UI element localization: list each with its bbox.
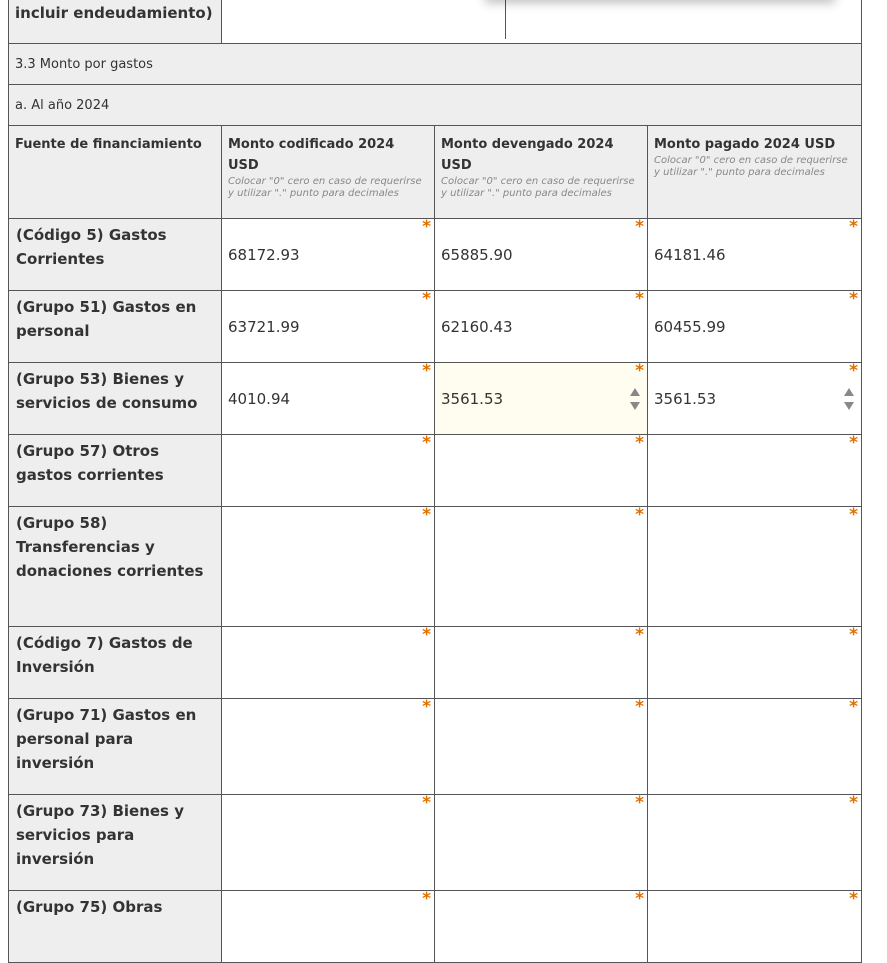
- header-fuente-title: Fuente de financiamiento: [15, 137, 202, 152]
- required-mark: *: [849, 217, 858, 237]
- header-codificado-hint: Colocar "0" cero en caso de requerirse y utilizar "." punto para decimales: [228, 176, 422, 199]
- required-mark: *: [849, 289, 858, 309]
- pagado-input[interactable]: [648, 699, 862, 795]
- required-mark: *: [635, 889, 644, 909]
- required-mark: *: [849, 889, 858, 909]
- codificado-input[interactable]: [222, 699, 435, 795]
- pagado-input[interactable]: [648, 435, 862, 507]
- header-pagado: [648, 126, 862, 219]
- required-mark: *: [422, 625, 431, 645]
- pagado-input[interactable]: [648, 507, 862, 627]
- required-mark: *: [849, 361, 858, 381]
- table-row: [9, 795, 862, 891]
- pagado-value: 64181.46: [654, 245, 726, 264]
- number-spinner[interactable]: [844, 388, 855, 410]
- spin-up-icon[interactable]: [630, 388, 640, 396]
- spin-up-icon[interactable]: [844, 388, 854, 396]
- required-mark: *: [635, 289, 644, 309]
- pagado-input[interactable]: [648, 363, 862, 435]
- pagado-input[interactable]: [648, 627, 862, 699]
- devengado-input[interactable]: [435, 507, 648, 627]
- header-codificado-title: Monto codificado 2024 USD: [228, 137, 395, 173]
- required-mark: *: [422, 889, 431, 909]
- codificado-value: 63721.99: [228, 317, 300, 336]
- header-pagado-hint: Colocar "0" cero en caso de requerirse y utilizar "." punto para decimales: [654, 155, 848, 178]
- devengado-input[interactable]: [435, 891, 648, 963]
- row-label: (Grupo 58) Transferencias y donaciones corrientes: [9, 507, 222, 627]
- row-label: (Grupo 75) Obras: [9, 891, 222, 963]
- devengado-value: 62160.43: [441, 317, 513, 336]
- table-row: [9, 291, 862, 363]
- required-mark: *: [422, 505, 431, 525]
- codificado-input[interactable]: [222, 435, 435, 507]
- section-title: 3.3 Monto por gastos: [9, 44, 862, 85]
- required-mark: *: [849, 505, 858, 525]
- devengado-input[interactable]: [435, 627, 648, 699]
- table-row: [9, 219, 862, 291]
- required-mark: *: [849, 625, 858, 645]
- required-mark: *: [422, 793, 431, 813]
- table-row: [9, 699, 862, 795]
- devengado-input[interactable]: [435, 699, 648, 795]
- budget-form: [8, 0, 861, 963]
- pagado-input[interactable]: [648, 219, 862, 291]
- pagado-input[interactable]: [648, 891, 862, 963]
- row-label: (Grupo 71) Gastos en personal para inversión: [9, 699, 222, 795]
- required-mark: *: [422, 289, 431, 309]
- codificado-value: 4010.94: [228, 389, 291, 408]
- devengado-input[interactable]: [435, 219, 648, 291]
- required-mark: *: [422, 361, 431, 381]
- pagado-value: 3561.53: [654, 389, 717, 408]
- required-mark: *: [849, 697, 858, 717]
- required-mark: *: [635, 361, 644, 381]
- required-mark: *: [635, 433, 644, 453]
- table-row: [9, 435, 862, 507]
- row-label: (Código 7) Gastos de Inversión: [9, 627, 222, 699]
- required-mark: *: [849, 433, 858, 453]
- table-row: [9, 891, 862, 963]
- codificado-input[interactable]: [222, 363, 435, 435]
- subsection-title: a. Al año 2024: [9, 85, 862, 126]
- devengado-input[interactable]: [435, 795, 648, 891]
- row-label: (Grupo 73) Bienes y servicios para inversión: [9, 795, 222, 891]
- header-devengado: [435, 126, 648, 219]
- row-label: (Grupo 57) Otros gastos corrientes: [9, 435, 222, 507]
- header-pagado-title: Monto pagado 2024 USD: [654, 137, 836, 152]
- row-label: (Grupo 53) Bienes y servicios de consumo: [9, 363, 222, 435]
- spin-down-icon[interactable]: [630, 402, 640, 410]
- codificado-input[interactable]: [222, 291, 435, 363]
- codificado-input[interactable]: [222, 219, 435, 291]
- header-codificado: [222, 126, 435, 219]
- required-mark: *: [635, 697, 644, 717]
- row-label: (Grupo 51) Gastos en personal: [9, 291, 222, 363]
- required-mark: *: [635, 625, 644, 645]
- table-row: [9, 627, 862, 699]
- required-mark: *: [635, 505, 644, 525]
- codificado-input[interactable]: [222, 507, 435, 627]
- required-mark: *: [422, 697, 431, 717]
- previous-input-2[interactable]: [506, 0, 861, 39]
- spin-down-icon[interactable]: [844, 402, 854, 410]
- header-row: [9, 126, 862, 219]
- devengado-input[interactable]: [435, 291, 648, 363]
- required-mark: *: [635, 217, 644, 237]
- expense-table: [8, 0, 862, 963]
- devengado-value: 65885.90: [441, 245, 513, 264]
- previous-row-label: incluir endeudamiento): [9, 0, 222, 44]
- row-label: (Código 5) Gastos Corrientes: [9, 219, 222, 291]
- previous-input-1[interactable]: [222, 0, 506, 39]
- previous-row-inputs: [222, 0, 862, 44]
- required-mark: *: [635, 793, 644, 813]
- devengado-input[interactable]: [435, 363, 648, 435]
- required-mark: *: [849, 793, 858, 813]
- pagado-input[interactable]: [648, 291, 862, 363]
- codificado-value: 68172.93: [228, 245, 300, 264]
- codificado-input[interactable]: [222, 795, 435, 891]
- header-fuente: [9, 126, 222, 219]
- devengado-value: 3561.53: [441, 389, 504, 408]
- devengado-input[interactable]: [435, 435, 648, 507]
- pagado-value: 60455.99: [654, 317, 726, 336]
- header-devengado-hint: Colocar "0" cero en caso de requerirse y utilizar "." punto para decimales: [441, 176, 635, 199]
- codificado-input[interactable]: [222, 891, 435, 963]
- previous-row: [9, 0, 862, 44]
- required-mark: *: [422, 217, 431, 237]
- pagado-input[interactable]: [648, 795, 862, 891]
- codificado-input[interactable]: [222, 627, 435, 699]
- number-spinner[interactable]: [630, 388, 641, 410]
- table-row: [9, 507, 862, 627]
- header-devengado-title: Monto devengado 2024 USD: [441, 137, 614, 173]
- table-row: [9, 363, 862, 435]
- required-mark: *: [422, 433, 431, 453]
